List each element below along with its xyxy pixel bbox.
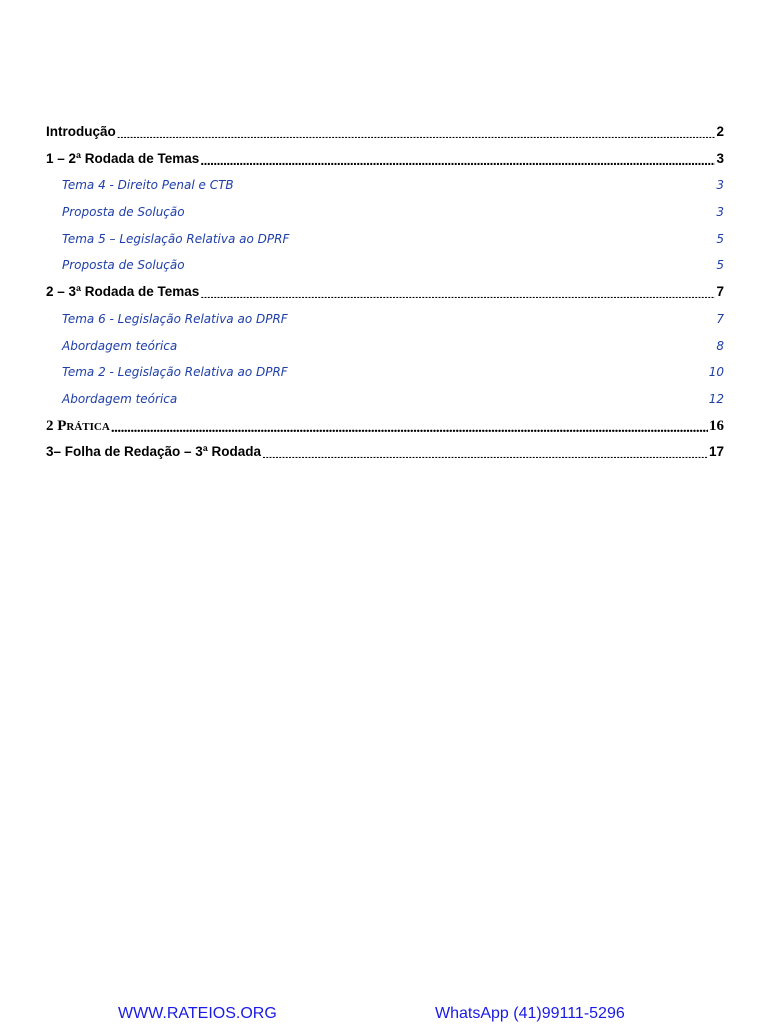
toc-entry-proposta-solucao-2[interactable] <box>46 255 724 282</box>
toc-entry-tema-5[interactable] <box>46 229 724 256</box>
toc-entry-tema-6[interactable] <box>46 309 724 336</box>
toc-entry-page: 7 <box>716 311 724 326</box>
toc-entry-title: Tema 2 - Legislação Relativa ao DPRF <box>62 365 288 380</box>
toc-entry-page: 12 <box>708 391 724 406</box>
footer-whatsapp-contact: WhatsApp (41)99111-5296 <box>435 1005 625 1022</box>
toc-dot-leader <box>200 151 715 165</box>
toc-entry-introducao[interactable] <box>46 122 724 149</box>
toc-entry-3a-rodada[interactable] <box>46 282 724 309</box>
toc-entry-page: 2 <box>716 124 724 139</box>
toc-entry-page: 5 <box>716 231 724 246</box>
toc-dot-leader <box>200 285 715 299</box>
toc-dot-leader <box>290 233 715 245</box>
toc-dot-leader <box>289 366 708 378</box>
toc-entry-title: Tema 5 – Legislação Relativa ao DPRF <box>62 231 290 246</box>
page-footer <box>0 1005 768 1025</box>
toc-dot-leader <box>178 393 707 405</box>
toc-entry-page: 5 <box>716 258 724 273</box>
toc-entry-title: 2 Prática <box>46 417 110 434</box>
toc-entry-page: 3 <box>716 205 724 220</box>
toc-entry-title: Abordagem teórica <box>62 338 178 353</box>
toc-entry-proposta-solucao-1[interactable] <box>46 202 724 229</box>
toc-entry-page: 10 <box>708 365 724 380</box>
toc-entry-folha-redacao[interactable] <box>46 442 724 469</box>
toc-entry-page: 3 <box>716 150 724 166</box>
toc-dot-leader <box>186 206 716 218</box>
toc-dot-leader <box>289 313 716 325</box>
toc-dot-leader <box>186 259 716 271</box>
toc-dot-leader <box>262 445 708 459</box>
toc-dot-leader <box>235 179 716 191</box>
toc-entry-title: Proposta de Solução <box>62 258 185 273</box>
toc-entry-abordagem-teorica-1[interactable] <box>46 336 724 363</box>
toc-dot-leader <box>178 340 715 352</box>
toc-entry-tema-4[interactable] <box>46 175 724 202</box>
footer-website-link[interactable]: WWW.RATEIOS.ORG <box>118 1005 277 1022</box>
toc-entry-page: 17 <box>708 444 724 460</box>
toc-entry-title: Tema 4 - Direito Penal e CTB <box>62 178 234 193</box>
toc-entry-page: 8 <box>716 338 724 353</box>
toc-entry-title: 2 – 3ª Rodada de Temas <box>46 284 200 300</box>
toc-entry-page: 7 <box>716 284 724 300</box>
toc-entry-page: 3 <box>716 178 724 193</box>
toc-dot-leader <box>117 125 716 139</box>
toc-entry-abordagem-teorica-2[interactable] <box>46 389 724 416</box>
toc-entry-title: Proposta de Solução <box>62 205 185 220</box>
toc-entry-title: Introdução <box>46 124 116 139</box>
toc-entry-pratica[interactable] <box>46 416 724 443</box>
toc-entry-tema-2[interactable] <box>46 362 724 389</box>
toc-entry-2a-rodada[interactable] <box>46 149 724 176</box>
toc-entry-title: 3– Folha de Redação – 3ª Rodada <box>46 444 262 460</box>
toc-dot-leader <box>111 418 708 433</box>
toc-entry-title: Abordagem teórica <box>62 391 178 406</box>
toc-entry-title: Tema 6 - Legislação Relativa ao DPRF <box>62 311 288 326</box>
toc-entry-page: 16 <box>709 417 724 434</box>
table-of-contents <box>46 122 724 469</box>
toc-entry-title: 1 – 2ª Rodada de Temas <box>46 150 200 166</box>
